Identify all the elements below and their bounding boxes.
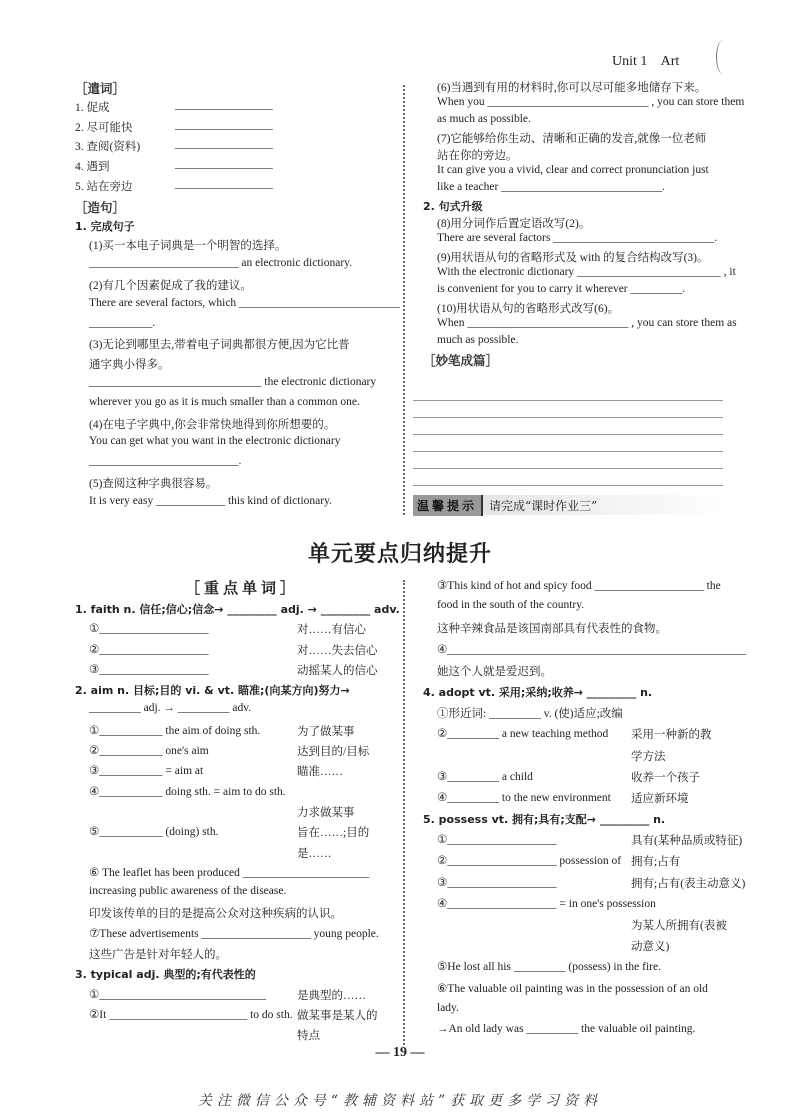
- writing-line[interactable]: [413, 435, 723, 452]
- line-text[interactable]: ④___________ doing sth. = aim to do sth.: [89, 785, 286, 798]
- text-line: [423, 266, 736, 283]
- text-line: [423, 896, 728, 917]
- writing-line[interactable]: [413, 469, 723, 486]
- text-line: [75, 317, 395, 337]
- text-line: [423, 113, 728, 130]
- text-line: [423, 748, 728, 769]
- line-side-text: 拥有;占有(表主动意义): [631, 877, 746, 890]
- text-line: [75, 702, 395, 722]
- item-heading: [423, 684, 728, 705]
- text-line: [423, 726, 728, 747]
- line-text[interactable]: ⑤He lost all his _________ (possess) in the fire.: [437, 961, 661, 974]
- text-line: [75, 946, 395, 966]
- line-side-text[interactable]: _________________: [175, 177, 273, 190]
- line-text: (8)用分词作后置定语改写(2)。: [437, 218, 591, 230]
- writing-line[interactable]: [413, 384, 723, 401]
- item-heading: [423, 198, 728, 215]
- line-side-text: 具有(某种品质或特征): [631, 835, 743, 848]
- line-text[interactable]: ______________________________ the electronic dictionary: [89, 375, 377, 388]
- line-text[interactable]: ③___________________: [437, 876, 557, 889]
- text-line: [423, 317, 737, 334]
- line-text[interactable]: ①___________ the aim of doing sth.: [89, 724, 261, 737]
- line-text: (7)它能够给你生动、清晰和正确的发音,就像一位老师: [437, 133, 707, 145]
- text-line: [75, 416, 395, 436]
- line-side-text: 做某事是某人的: [297, 1009, 378, 1022]
- line-side-text: 旨在……;目的: [297, 827, 370, 840]
- line-text[interactable]: When ____________________________ , you can store them as: [437, 317, 737, 329]
- line-text: food in the south of the country.: [437, 599, 585, 612]
- text-line: [75, 257, 395, 277]
- text-line: [423, 790, 728, 811]
- text-line: [75, 763, 395, 783]
- line-text[interactable]: is convenient for you to carry it wherever _________.: [437, 283, 686, 295]
- line-text: 站在你的旁边。: [437, 150, 518, 162]
- text-line: [423, 232, 728, 249]
- line-side-text: 瞄准……: [297, 766, 343, 779]
- item-heading: [75, 682, 395, 702]
- line-text: 这种辛辣食品是该国南部具有代表性的食物。: [437, 623, 667, 636]
- line-text[interactable]: ⑥ The leaflet has been produced ______________________: [89, 866, 370, 879]
- item-heading: [75, 966, 395, 986]
- line-side-text: 动摇某人的信心: [297, 664, 378, 677]
- watermark: 关注微信公众号“教辅资料站”获取更多学习资料: [197, 1093, 603, 1109]
- text-line: [75, 1007, 395, 1027]
- line-text: 5. 站在旁边: [75, 180, 133, 193]
- text-line: [75, 784, 395, 804]
- text-line: [423, 853, 728, 874]
- text-line: [75, 99, 395, 119]
- section-label: [75, 79, 395, 99]
- line-text: (9)用状语从句的省略形式及 with 的复合结构改写(3)。: [437, 252, 709, 264]
- line-text: 2. 尽可能快: [75, 121, 133, 134]
- text-line: [423, 599, 728, 620]
- line-text: (6)当遇到有用的材料时,你可以尽可能多地储存下来。: [437, 82, 707, 94]
- line-text[interactable]: ③___________ = aim at: [89, 765, 204, 778]
- line-side-text: 拥有;占有: [631, 856, 681, 869]
- line-side-text: 特点: [297, 1030, 320, 1043]
- line-side-text[interactable]: _________________: [175, 98, 273, 111]
- line-text[interactable]: There are several factors, which ____________________________: [89, 296, 401, 309]
- text-line: [75, 475, 395, 495]
- line-side-text: 对……有信心: [297, 624, 366, 637]
- text-line: [75, 138, 395, 158]
- right-top-column: [423, 79, 745, 368]
- text-line: [423, 705, 728, 726]
- section-label: [75, 198, 395, 218]
- page-number: — 19 —: [375, 1045, 425, 1060]
- line-text: 2. aim n. 目标;目的 vi. & vt. 瞄准;(向某方向)努力→: [75, 684, 350, 698]
- text-line: [423, 1023, 728, 1044]
- text-line: [75, 642, 395, 662]
- line-text[interactable]: 4. adopt vt. 采用;采纳;收养→ _________ n.: [423, 685, 653, 699]
- text-line: [423, 147, 728, 164]
- tip-text: 请完成“课时作业三”: [489, 498, 598, 513]
- column-divider-top: [403, 85, 405, 515]
- line-text[interactable]: ④___________________ = in one's possession: [437, 897, 656, 910]
- line-text: lady.: [437, 1001, 459, 1014]
- text-line: [423, 79, 728, 96]
- line-text[interactable]: like a teacher ____________________________.: [437, 181, 666, 193]
- text-line: [423, 283, 728, 300]
- line-text[interactable]: There are several factors ____________________________.: [437, 232, 718, 244]
- line-text[interactable]: ②___________________ possession of: [437, 855, 622, 868]
- line-text: ［妙笔成篇］: [423, 353, 499, 368]
- writing-lines: [413, 384, 723, 486]
- line-text: ［造句］: [75, 199, 126, 215]
- text-line: [75, 845, 395, 865]
- line-text[interactable]: ②___________________: [89, 643, 209, 656]
- line-side-text[interactable]: _________________: [175, 138, 273, 151]
- line-text[interactable]: ④_________ to the new environment: [437, 791, 611, 804]
- text-line: [75, 804, 395, 824]
- line-text: 4. 遇到: [75, 161, 110, 174]
- text-line: [75, 621, 395, 641]
- text-line: [423, 769, 728, 790]
- line-text[interactable]: ③___________________: [89, 663, 209, 676]
- writing-line[interactable]: [413, 418, 723, 435]
- line-side-text: 是典型的……: [297, 989, 366, 1002]
- line-text: 1. 完成句子: [75, 219, 135, 233]
- text-line: [75, 495, 395, 515]
- text-line: [75, 277, 395, 297]
- line-text[interactable]: ___________.: [89, 316, 156, 329]
- line-text[interactable]: When you ____________________________ , you can store them: [437, 96, 745, 108]
- text-line: [423, 130, 728, 147]
- line-text: 2. 句式升级: [423, 200, 483, 213]
- text-line: [75, 237, 395, 257]
- line-text[interactable]: ③This kind of hot and spicy food ___________________ the: [437, 580, 721, 592]
- line-text: 这些广告是针对年轻人的。: [89, 949, 227, 962]
- line-text[interactable]: __________________________.: [89, 455, 242, 468]
- column-divider-bottom: [403, 580, 405, 1045]
- line-text: ⑥The valuable oil painting was in the possession of an old: [437, 982, 708, 995]
- text-line: [75, 178, 395, 198]
- text-line: [75, 376, 395, 396]
- line-text[interactable]: ④____________________________________________________: [437, 643, 747, 656]
- line-text: 印发该传单的目的是提高公众对这种疾病的认识。: [89, 908, 342, 921]
- line-text[interactable]: ①___________________: [437, 834, 557, 847]
- line-text[interactable]: →An old lady was _________ the valuable oil painting.: [437, 1022, 696, 1035]
- text-line: [75, 296, 401, 317]
- line-side-text: 对……失去信心: [297, 644, 378, 657]
- item-heading: [75, 601, 400, 621]
- text-line: [423, 959, 728, 980]
- line-side-text: 是……: [297, 847, 332, 860]
- text-line: [423, 164, 728, 181]
- line-text[interactable]: ⑤___________ (doing) sth.: [89, 826, 219, 839]
- line-text: It can give you a vivid, clear and correct pronunciation just: [437, 164, 709, 176]
- line-text[interactable]: It is very easy ____________ this kind of dictionary.: [89, 494, 332, 507]
- section-title: 单元要点归纳提升: [307, 542, 492, 567]
- line-side-text: 力求做某事: [297, 806, 355, 819]
- text-line: [75, 885, 395, 905]
- text-line: [75, 905, 395, 925]
- writing-line[interactable]: [413, 452, 723, 469]
- line-text[interactable]: _________ adj. → _________ adv.: [89, 702, 252, 715]
- text-line: [423, 938, 728, 959]
- text-line: [423, 181, 728, 198]
- text-line: [75, 158, 395, 178]
- line-text[interactable]: ②___________ one's aim: [89, 745, 209, 758]
- line-text: as much as possible.: [437, 113, 531, 125]
- text-line: [75, 824, 395, 844]
- text-line: [75, 926, 395, 946]
- line-side-text[interactable]: _________________: [175, 118, 273, 131]
- line-text[interactable]: ①___________________: [89, 623, 209, 636]
- text-line: [423, 249, 728, 266]
- line-text: wherever you go as it is much smaller than a common one.: [89, 395, 360, 408]
- text-line: [75, 435, 395, 455]
- text-line: [75, 119, 395, 139]
- text-line: [75, 336, 395, 356]
- line-text: You can get what you want in the electronic dictionary: [89, 435, 341, 448]
- line-text[interactable]: __________________________ an electronic dictionary.: [89, 257, 353, 270]
- text-line: [75, 865, 395, 885]
- line-text: much as possible.: [437, 334, 519, 346]
- line-text[interactable]: ①形近词: _________ v. (使)适应;改编: [437, 708, 623, 721]
- line-side-text: 学方法: [631, 750, 666, 763]
- text-line: [75, 662, 395, 682]
- section-label: [423, 351, 728, 368]
- line-side-text: 动意义): [631, 941, 670, 954]
- text-line: [423, 620, 728, 641]
- text-line: [75, 396, 395, 416]
- line-text: increasing public awareness of the disease.: [89, 885, 287, 898]
- tip-box: [413, 495, 723, 515]
- text-line: [75, 743, 395, 763]
- right-bottom-column: [423, 578, 747, 1044]
- line-side-text: 收养一个孩子: [631, 771, 700, 784]
- text-line: [423, 663, 728, 684]
- left-top-column: [75, 79, 401, 515]
- line-text: 3. typical adj. 典型的;有代表性的: [75, 968, 256, 982]
- text-line: [423, 917, 728, 938]
- line-text[interactable]: ⑦These advertisements ___________________ young people.: [89, 927, 379, 940]
- text-line: [75, 356, 395, 376]
- writing-line[interactable]: [413, 401, 723, 418]
- line-text: (10)用状语从句的省略形式改写(6)。: [437, 303, 620, 315]
- item-heading: [423, 811, 728, 832]
- text-line: [423, 832, 743, 853]
- tip-label: 温馨提示: [413, 495, 483, 516]
- left-bottom-column: [75, 601, 400, 1048]
- header-bracket-decoration: [716, 40, 730, 74]
- text-line: [423, 1002, 728, 1023]
- line-text[interactable]: With the electronic dictionary _________________________ , it: [437, 266, 736, 278]
- line-text[interactable]: ①_____________________________: [89, 988, 267, 1001]
- text-line: [423, 300, 728, 317]
- text-line: [423, 981, 728, 1002]
- text-line: [75, 987, 395, 1007]
- line-text: (1)买一本电子词典是一个明智的选择。: [89, 240, 287, 253]
- line-text[interactable]: ②_________ a new teaching method: [437, 728, 609, 741]
- line-side-text: 达到目的/目标: [297, 746, 370, 759]
- section-subtitle: ［重点单词］: [185, 579, 300, 597]
- line-side-text: 为了做某事: [297, 725, 355, 738]
- line-text: 通字典小得多。: [89, 359, 170, 372]
- text-line: [423, 96, 745, 113]
- line-side-text: 采用一种新的教: [631, 729, 712, 742]
- text-line: [423, 642, 747, 663]
- line-text: (3)无论到哪里去,带着电子词典都很方便,因为它比普: [89, 339, 350, 352]
- line-text[interactable]: 1. faith n. 信任;信心;信念→ _________ adj. → _________ adv.: [75, 603, 400, 616]
- line-text: 3. 查阅(资料): [75, 141, 141, 154]
- text-line: [75, 723, 395, 743]
- text-line: [423, 334, 728, 351]
- text-line: [423, 215, 728, 232]
- line-text: 1. 促成: [75, 101, 110, 114]
- text-line: [75, 455, 395, 475]
- line-text: (2)有几个因素促成了我的建议。: [89, 279, 252, 292]
- line-text: (4)在电子字典中,你会非常快地得到你所想要的。: [89, 418, 336, 431]
- text-line: [423, 875, 746, 896]
- line-text[interactable]: ②It ________________________ to do sth.: [89, 1008, 293, 1021]
- line-side-text: 适应新环境: [631, 792, 689, 805]
- item-heading: [75, 218, 395, 238]
- line-text: 她这个人就是爱迟到。: [437, 665, 552, 678]
- text-line: [423, 578, 728, 599]
- line-text[interactable]: ③_________ a child: [437, 770, 533, 783]
- line-text[interactable]: 5. possess vt. 拥有;具有;支配→ _________ n.: [423, 813, 666, 827]
- unit-header: Unit 1 Art: [612, 54, 680, 69]
- line-side-text[interactable]: _________________: [175, 158, 273, 171]
- line-text: ［遣词］: [75, 81, 126, 96]
- line-text: (5)查阅这种字典很容易。: [89, 477, 218, 490]
- line-side-text: 为某人所拥有(表被: [631, 920, 727, 932]
